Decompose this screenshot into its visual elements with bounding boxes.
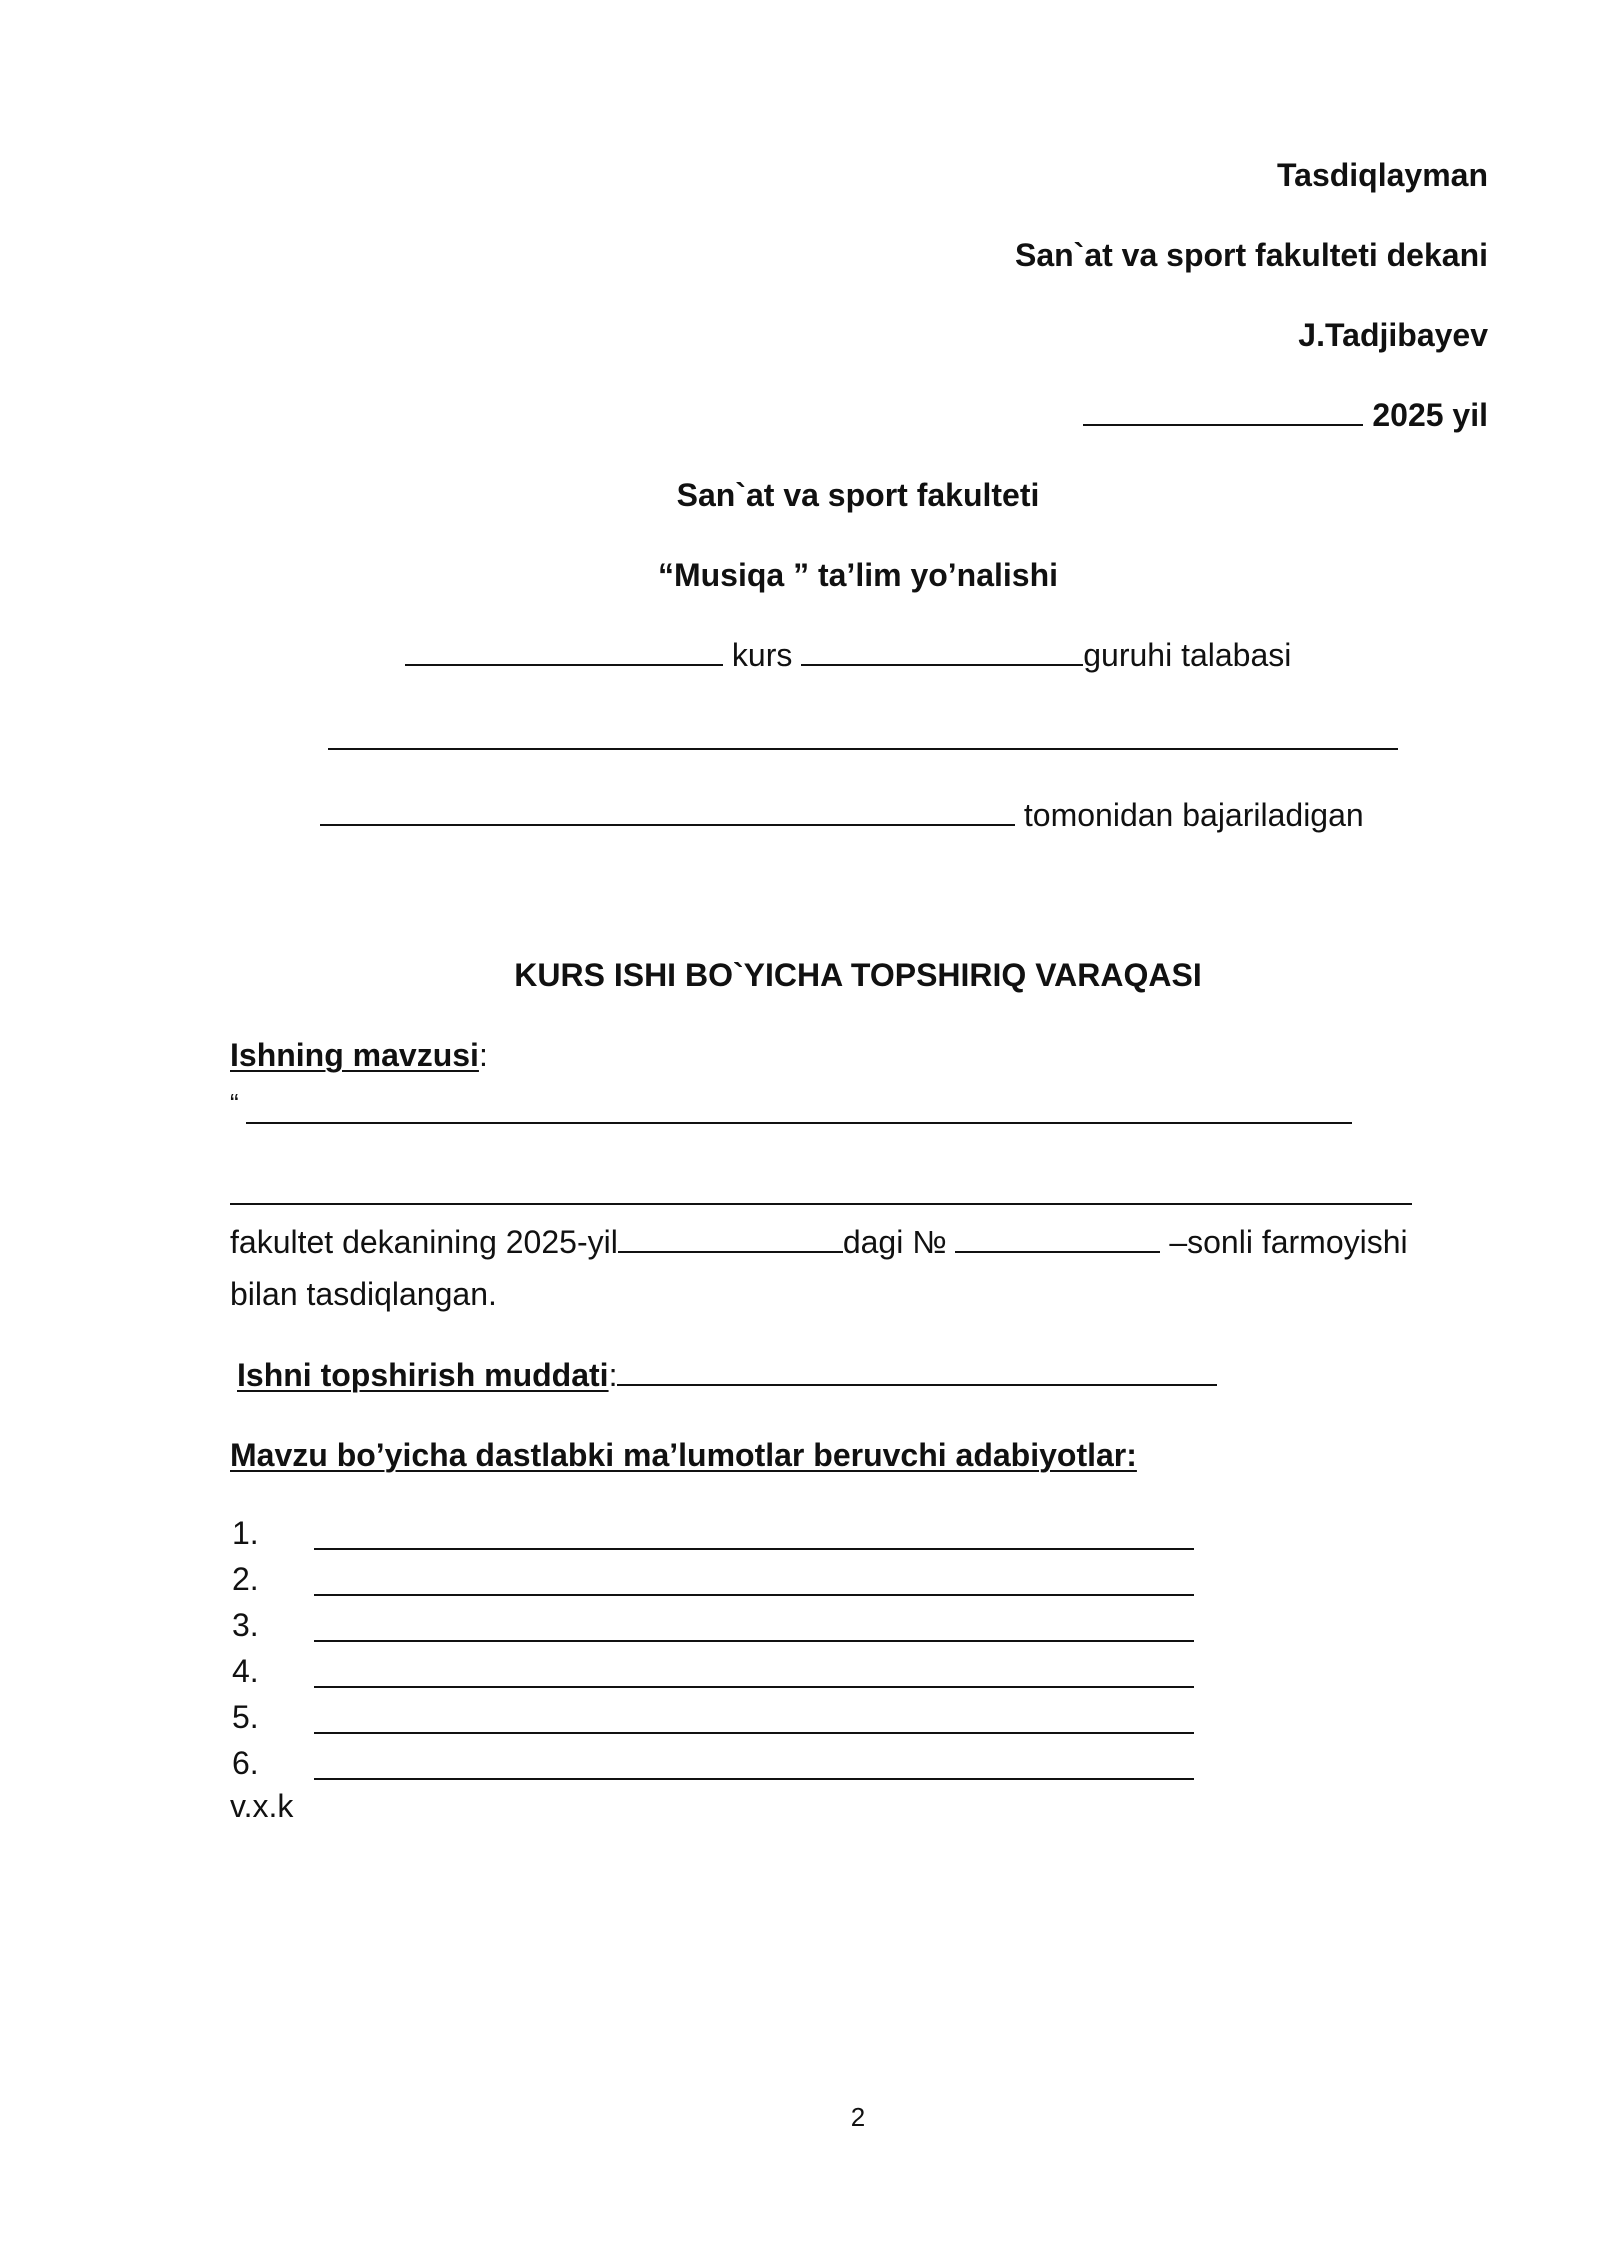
decree-end: –sonli farmoyishi (1169, 1224, 1408, 1260)
approval-name: J.Tadjibayev (1298, 317, 1488, 353)
course-label: kurs (731, 637, 793, 673)
list-item-blank[interactable] (314, 1686, 1194, 1688)
topic-colon: : (478, 1037, 488, 1073)
list-item-blank[interactable] (314, 1548, 1194, 1550)
deadline-blank[interactable] (617, 1356, 1217, 1386)
deadline-colon: : (608, 1357, 618, 1393)
topic-blank-line-1[interactable] (246, 1122, 1352, 1124)
list-item-number: 1. (232, 1515, 259, 1551)
list-item (232, 1648, 1202, 1694)
list-item-number: 3. (232, 1607, 259, 1643)
list-item-blank[interactable] (314, 1594, 1194, 1596)
literature-heading (230, 1435, 1137, 1475)
list-item-number: 4. (232, 1653, 259, 1689)
list-item (232, 1740, 1202, 1786)
topic-label: Ishning mavzusi (230, 1037, 479, 1073)
approval-date-blank[interactable] (1083, 396, 1363, 426)
topic-open-quote: “ (230, 1088, 239, 1118)
performed-by-line (320, 795, 1364, 835)
topic-heading (230, 1035, 488, 1075)
literature-etc: v.x.k (230, 1788, 294, 1824)
student-name-blank[interactable] (328, 748, 1398, 750)
group-label: guruhi talabasi (1083, 637, 1292, 673)
approval-year: 2025 yil (1372, 397, 1488, 433)
list-item (232, 1694, 1202, 1740)
topic-blank-line-2[interactable] (230, 1203, 1412, 1205)
list-item (232, 1510, 1202, 1556)
decree-line-1 (230, 1222, 1408, 1262)
performed-by-label: tomonidan bajariladigan (1023, 797, 1364, 833)
list-item (232, 1556, 1202, 1602)
deadline-label: Ishni topshirish muddati (237, 1357, 609, 1393)
decree-number-blank[interactable] (955, 1223, 1160, 1253)
literature-label: Mavzu bo’yicha dastlabki ma’lumotlar beruvchi adabiyotlar: (230, 1437, 1137, 1473)
supervisor-blank[interactable] (320, 796, 1015, 826)
document-title: KURS ISHI BO`YICHA TOPSHIRIQ VARAQASI (514, 957, 1202, 993)
direction-heading: “Musiqa ” ta’lim yo’nalishi (657, 557, 1059, 593)
decree-date-blank[interactable] (618, 1223, 843, 1253)
decree-start: fakultet dekanining 2025-yil (230, 1224, 618, 1260)
list-item-number: 6. (232, 1745, 259, 1781)
list-item-blank[interactable] (314, 1778, 1194, 1780)
decree-mid: dagi № (842, 1224, 947, 1260)
course-group-line (405, 635, 1291, 675)
deadline-line (237, 1355, 1217, 1395)
list-item-blank[interactable] (314, 1732, 1194, 1734)
faculty-heading: San`at va sport fakulteti (676, 477, 1040, 513)
list-item-number: 2. (232, 1561, 259, 1597)
page-number: 2 (850, 2102, 866, 2132)
list-item-number: 5. (232, 1699, 259, 1735)
decree-line-2: bilan tasdiqlangan. (230, 1276, 497, 1312)
list-item-blank[interactable] (314, 1640, 1194, 1642)
course-blank[interactable] (405, 636, 723, 666)
group-blank[interactable] (801, 636, 1083, 666)
approval-title: Tasdiqlayman (1276, 157, 1488, 193)
approval-position: San`at va sport fakulteti dekani (1014, 237, 1488, 273)
list-item (232, 1602, 1202, 1648)
approval-date (1083, 395, 1488, 435)
